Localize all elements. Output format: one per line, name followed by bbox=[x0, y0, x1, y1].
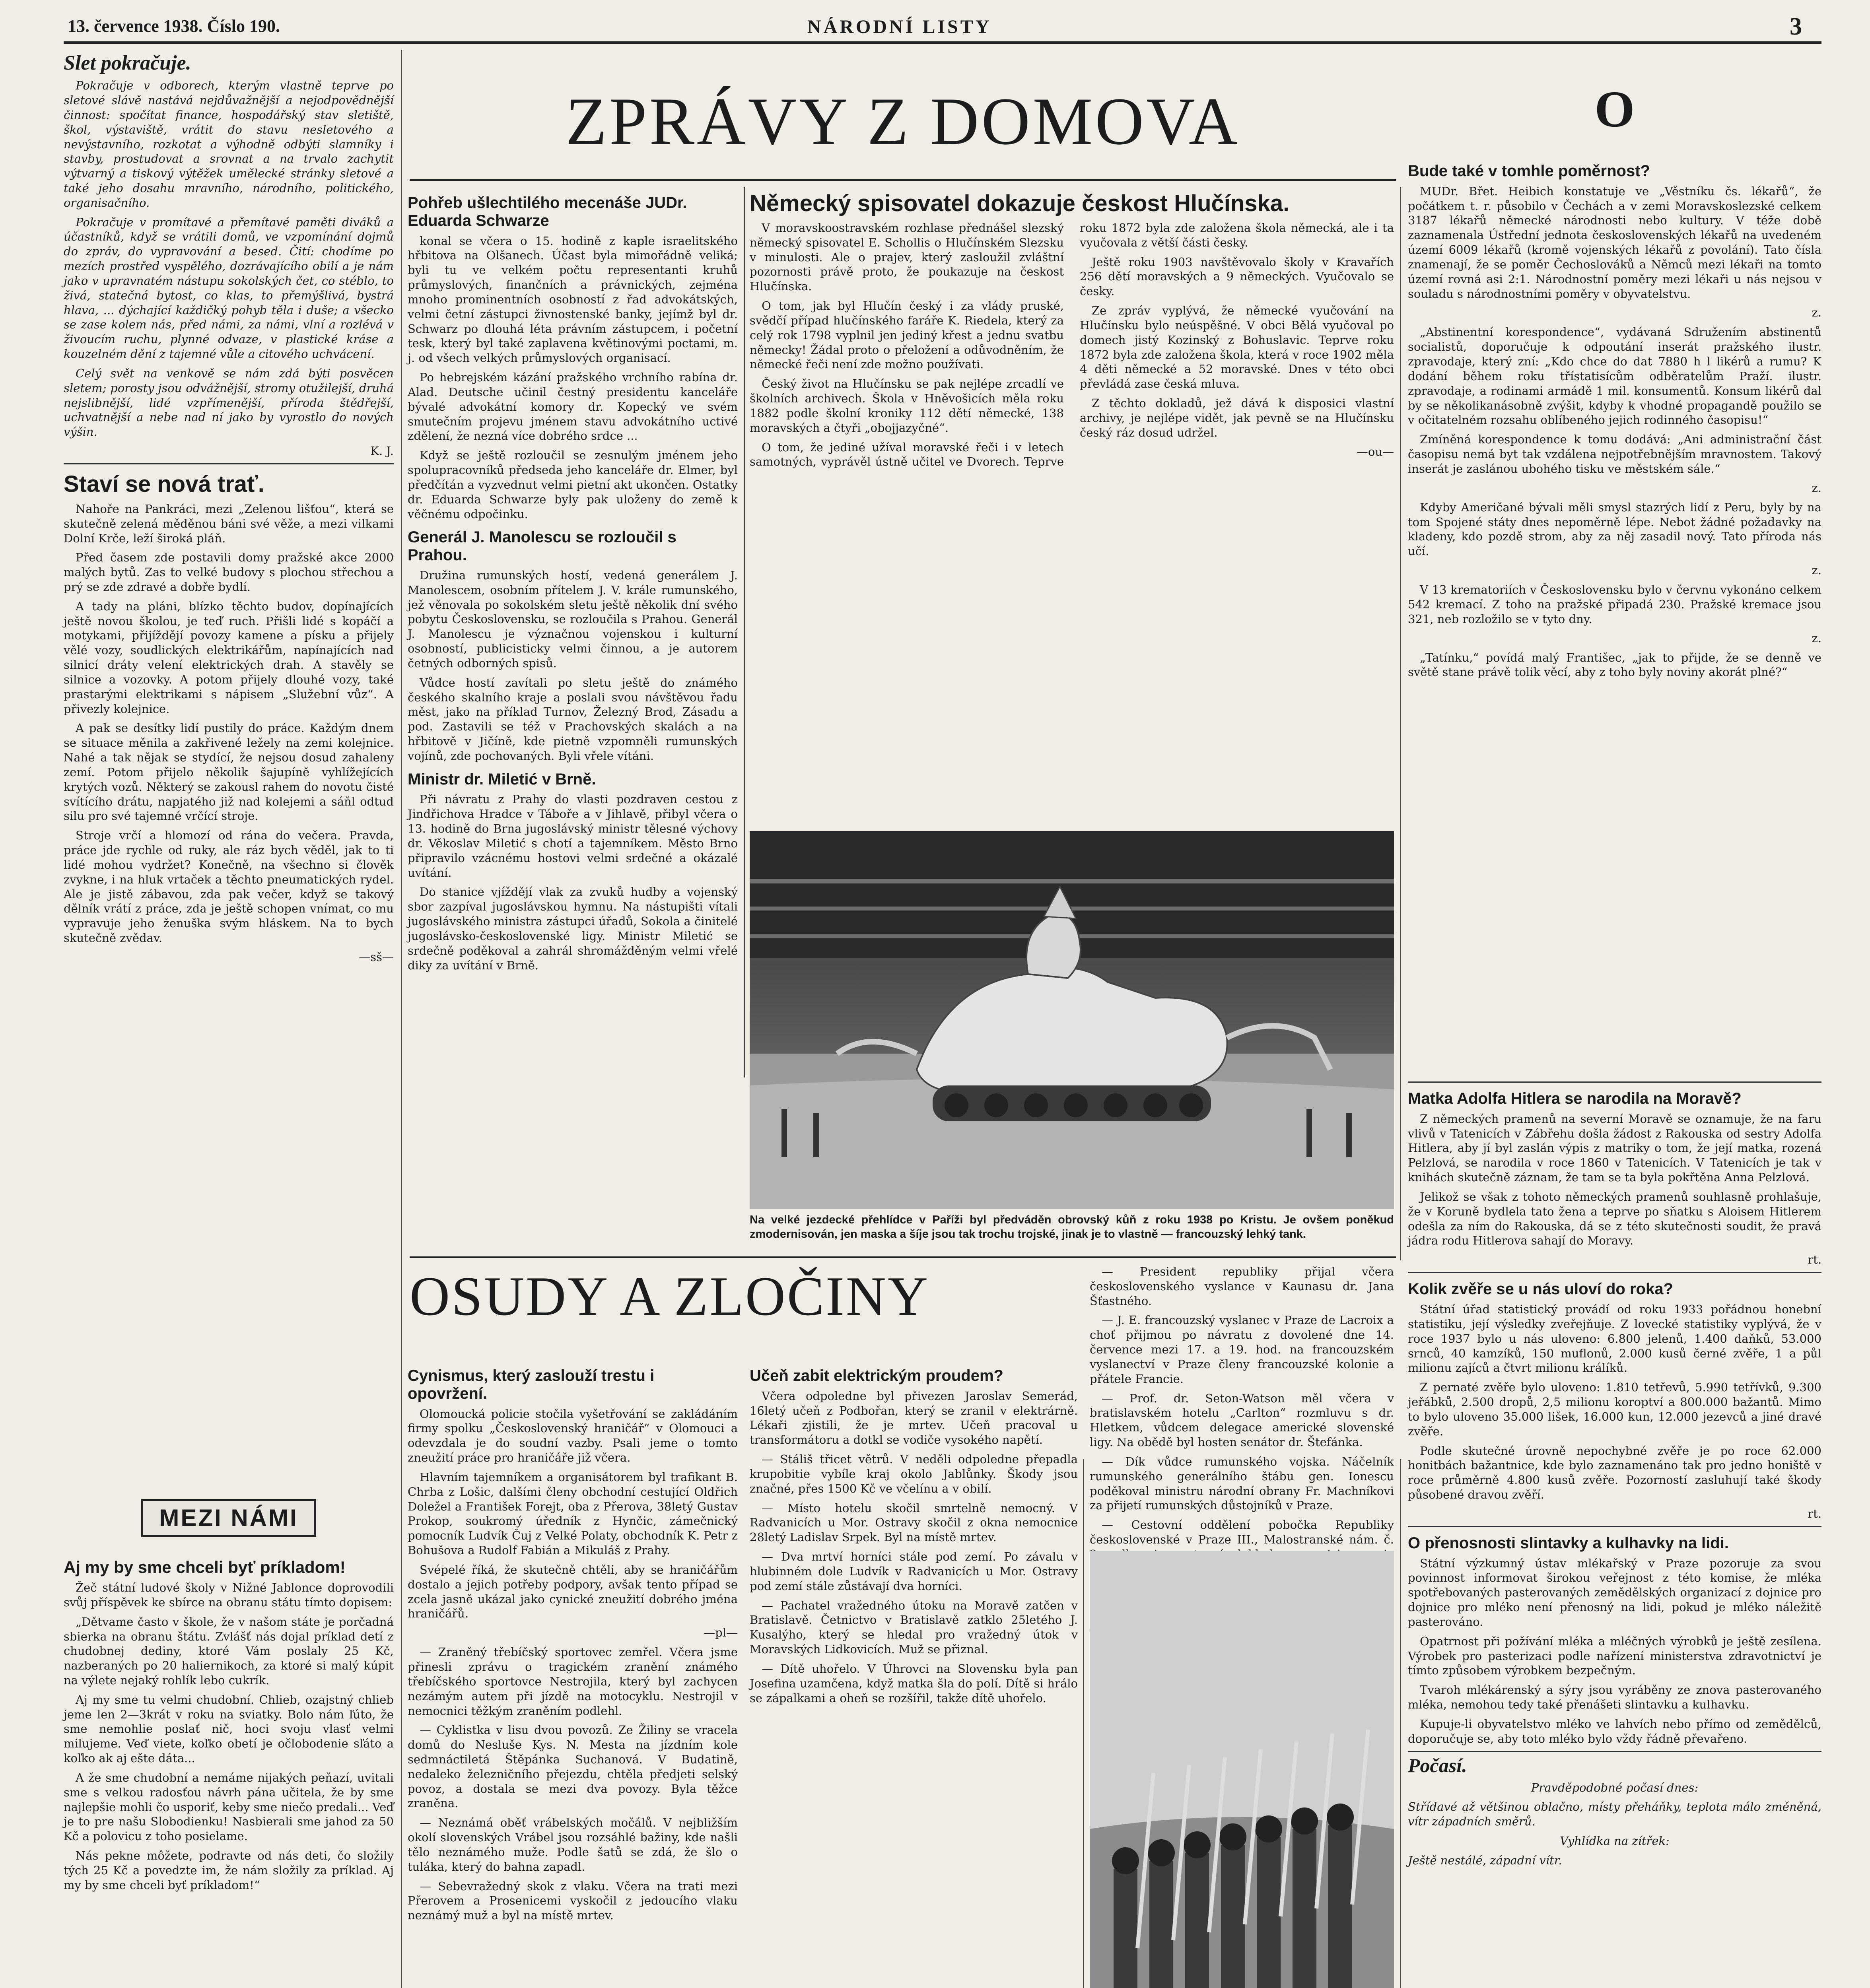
article-paragraph: Stroje vrčí a hlomozí od rána do večera. Pravda, práce jde rychle od ruky, ale ráz bych věděl, jak to ti lidé mohou vydržet? Konečně, na všechno si člověk zvykne, i na hluk vrtaček a těchto pneumatických rydel. Ale je jistě zábavou, zda pak večer, když se takový dělník vrátí z práce, zda je ještě schopen vnímat, co mu vypravuje jeho ženuška svým hláskem. Na to bych skutečně zvědav. bbox=[64, 829, 394, 945]
article-title: Ministr dr. Miletić v Brně. bbox=[408, 770, 596, 788]
article-paragraph: Z německých pramenů na severní Moravě se oznamuje, že na faru vlivů v Tatenicích v Zábřehu došla žádost z Rakouska od sestry Adolfa Hitlera, aby jí byl zaslán výpis z matriky o tom, že její matka, rozená Pelzlová, se narodila v roce 1860 v Tatenicích. V Tatenicích je tak v knihách skutečně záznam, že tam se ta byla pokřtěna Anna Pelzlová. bbox=[1408, 1112, 1821, 1184]
photo-caption: Na velké jezdecké přehlídce v Paříži byl předváděn obrovský kůň z roku 1938 po Kristu. Je ovšem poněkud zmodernisován, jen maska a šíje jsou tak trochu trojské, jinak je to vlastně — francouzský lehký tank. bbox=[750, 1213, 1394, 1241]
column-rule bbox=[1083, 1459, 1084, 1988]
article-signature: z. bbox=[1812, 631, 1821, 645]
column-right-lower bbox=[1408, 1081, 1821, 1988]
news-brief: — Neznámá oběť vrábelských močálů. V nejbližším okolí slovenských Vrábel jsou rozsáhlé bažiny, kde našli tělo neznámého muže. Podle šatů se zdá, že šlo o tuláka, který do bahna zapadl. bbox=[408, 1816, 738, 1873]
section-mezi-nami bbox=[64, 1499, 394, 1537]
article-title: O přenosnosti slintavky a kulhavky na lidi. bbox=[1408, 1534, 1729, 1552]
article-paragraph: Nahoře na Pankráci, mezi „Zelenou lišťou“, která se skutečně zelená měděnou báni své věže, a mezi vilkami Dolní Krče, leží široká pláň. bbox=[64, 502, 394, 545]
newspaper-name: NÁRODNÍ LISTY bbox=[807, 16, 992, 37]
article-title: Kolik zvěře se u nás uloví do roka? bbox=[1408, 1280, 1673, 1298]
article-paragraph: Státní výzkumný ústav mlékařský v Praze pozoruje za svou povinnost informovat širokou veřejnost z této komise, že mléka spotřebovaných pasterovaných zemědělských organizací z dojnice pro dojnice pro mléko není přenosný na lidi, pokud je mléko náležitě pasterováno. bbox=[1408, 1556, 1821, 1629]
news-brief: — Sebevražedný skok z vlaku. Včera na trati mezi Přerovem a Prosenicemi vyskočil z jedoucího vlaku neznámý muž a byl na místě mrtev. bbox=[408, 1879, 738, 1922]
article-signature: z. bbox=[1812, 481, 1821, 495]
weather-label: Vyhlídka na zítřek: bbox=[1560, 1834, 1670, 1848]
article-signature: —pl— bbox=[704, 1626, 738, 1640]
article-paragraph: A tady na pláni, blízko těchto budov, dopínajících ještě novou školou, je teď ruch. Přišli lidé s kopáčí a motykami, přijíždějí povozy kamene a písku a přijely vělé vozy, soudlických elektrikářům, napínajících nad silnicí dráty velení elektrických drah. A stavěly se silnice a vozovky. A potom přijely dlouhé vozy, také prastarými elektrikami s nápisem „Služební vůz“. A přivezly kolejnice. bbox=[64, 599, 394, 716]
column-middle-right bbox=[750, 187, 1394, 831]
column-left-lower bbox=[64, 1551, 394, 1988]
article-paragraph: Hlavním tajemníkem a organisátorem byl trafikant B. Chrba z Lošic, dalšími členy obchodní cestující Oldřich Doležel a František Forejt, oba z Přerova, 38letý Gustav Prokop, soukromý úředník z Hynčic, zámečnický pomocník Ludvík Čuj z Velké Polaty, obchodník K. Petr z Bohušova a Rudolf Fabián a Mikuláš z Prahy. bbox=[408, 1470, 738, 1557]
article-paragraph: V moravskoostravském rozhlase přednášel slezský německý spisovatel E. Schollis o Hlučínském Slezsku v minulosti. Ale o prajev, který zasloužil zvláštní pozornosti právě proto, že poukazuje na českost Hlučínska. bbox=[750, 221, 1064, 293]
article-paragraph: „Dětvame často v škole, že v našom státe je porčadná sbierka na obranu štátu. Zvlášť nás dojal príklad detí z chudobnej dediny, ktoré Vám poslaly 25 Kč, nazberaných po 20 haliernikoch, za ktoré si malý kúpit na výlete nejaký rohlík lebo cukrík. bbox=[64, 1615, 394, 1687]
column-right bbox=[1408, 155, 1821, 1070]
article-paragraph: Z těchto dokladů, jež dává k disposici vlastní archivy, je nejlépe vidět, jak pevně se na Hlučínsku český ráz dosud udržel. bbox=[1080, 396, 1394, 439]
article-paragraph: Do stanice vjíždějí vlak za zvuků hudby a vojenský sbor zazpíval jugoslávskou hymnu. Na nástupišti vítali jugoslávského ministra zástupci úřadů, Sokola a činitelé jugoslávsko-československé ligy. Ministr Miletić se srdečně poděkoval a zahrál shromážděným velmi vřelé diky za uvítání v Brně. bbox=[408, 885, 738, 972]
article-title: Aj my by sme chceli byť príkladom! bbox=[64, 1558, 346, 1576]
weather-title: Počasí. bbox=[1408, 1754, 1467, 1776]
photo-horse-tank bbox=[750, 831, 1394, 1209]
article-paragraph: Družina rumunských hostí, vedená generálem J. Manolescem, osobním přítelem J. V. krále rumunského, jež věnovala po sokolském sletu ještě několik dní svého pobytu Československu, se rozloučila s Prahou. Generál J. Manolescu je význačnou vojenskou i kulturní osobností, publicisticky velmi činnou, a je autorem četných odborných spisů. bbox=[408, 568, 738, 670]
article-paragraph: Nás pekne môžete, podravte od nás deti, čo složily tých 25 Kč a povedzte im, že nám složily za príklad. Aj my by sme chceli byť príkladom!“ bbox=[64, 1849, 394, 1892]
column-rule bbox=[1400, 187, 1401, 1260]
article-paragraph: A pak se desítky lidí pustily do práce. Každým dnem se situace měnila a zakřivené ležely na zemi kolejnice. Nahé a tak nějak se stydící, že nejsou dosud zahaleny zemí. Potom přijelo několik šajupíně vyhlížejících krytých vozů. Některý se zakousl rahem do novotu čisté svítícího drátu, napjatého již nad kolejemi a sáňl odtud silu pro své tajemné vrčící stroje. bbox=[64, 721, 394, 823]
article-paragraph: Ze zpráv vyplývá, že německé vyučování na Hlučínsku bylo neúspěšné. V obci Bělá vyučoval po domech jistý Kozinský z Bohuslavic. Teprve roku 1872 byla zde založena škola, která v roce 1902 měla 4 děti německé a 52 moravské. Dnes v této obci převládá zase česká mluva. bbox=[1080, 304, 1394, 391]
photo-wooden-rifles bbox=[1090, 1551, 1394, 1988]
article-paragraph: Po hebrejském kázání pražského vrchního rabína dr. Alad. Deutsche učinil čestný presidentu kanceláře bývalé advokátní komory dr. Kopecký ve svém smutečním projevu jménem stavu advokátního uctivé zdělení, že nezná více dobrého srdce ... bbox=[408, 371, 738, 443]
article-paragraph: „Abstinentní korespondence“, vydávaná Sdružením abstinentů socialistů, doporučuje k odpoutání inserát pražského ilustr. zpravodaje, který zní: „Kdo chce do dat 7880 h l likérů a rumu? K dodání během roku třístatisícům odběratelům Praží. ilustr. zpravodaje, a rodinami armádě 1 mil. konsumentů. Konsum likérů dal by se několikanásobně zvýšit, kdyby k vhodné propagandě použilo se v očitatelném rozsahu oblíbeného jejich rodinného časopisu!“ bbox=[1408, 325, 1821, 427]
article-paragraph: Český život na Hlučínsku se pak nejlépe zrcadlí ve školních archivech. Škola v Hněvošicích měla roku 1882 podle školní kroniky 112 dětí německé, 138 moravských a čtyři „obojjazyčné“. bbox=[750, 377, 1064, 435]
article-paragraph: Pokračuje v odborech, kterým vlastně teprve po sletové slávě nastává nejdůvažnější a nejodpovědnější činnost: spočítat finance, hospodářský stav sletiště, škol, výstaviště, vrátit do stavu nesletového a nevýstavního, rozkotat a výhodně odbýti slamníky i stavby, prostudovat a srovnat a na trvalo zachytit výtvarný a tiskový výtěžek umělecké stránky sletové a také jeho dosahu mravního, národního, politického, organisačního. bbox=[64, 79, 394, 210]
section-heading-o: O bbox=[1594, 81, 1635, 138]
divider bbox=[1408, 1081, 1821, 1083]
section-title-zpravy: ZPRÁVY Z DOMOVA bbox=[566, 84, 1240, 159]
news-brief: — Cestovní oddělení pobočka Republiky československé v Praze III., Malostranské nám. č. bbox=[1090, 1518, 1394, 1547]
divider bbox=[1408, 1751, 1821, 1752]
news-brief: — Zraněný třebíčský sportovec zemřel. Včera jsme přinesli zprávu o tragickém zranění známého třebíčského sportovce Nestrojila, který byl zachycen nezámým autem při jízdě na motocyklu. Nestrojil v nemocnici těžkým zraněním podlehl. bbox=[408, 1645, 738, 1718]
article-paragraph: Olomoucká policie stočila vyšetřování se zakládáním firmy spolku „Československý hraničář“ v Olomouci a odevzdala je do soudní vazby. Psali jeme o tomto zneužití práce pro hraničáře již včera. bbox=[408, 1407, 738, 1465]
column-osudy-1 bbox=[408, 1360, 738, 1988]
weather-forecast: Ještě nestálé, západní vítr. bbox=[1408, 1853, 1562, 1867]
article-paragraph: Kupuje-li obyvatelstvo mléko ve lahvích nebo přímo od zemědělců, doporučuje se, aby toto mléko bylo vždy řádně převařeno. bbox=[1408, 1717, 1821, 1745]
article-signature: z. bbox=[1812, 306, 1821, 320]
news-brief: — J. E. francouzský vyslanec v Praze de Lacroix a choť přijmou po návratu z dovolené dne 14. července mezi 17. a 19. hod. na francouzském vyslanectví v Praze členy francouzské kolonie a přátele Francie. bbox=[1090, 1313, 1394, 1386]
article-paragraph: Tvaroh mlékárenský a sýry jsou vyráběny ze znova pasterovaného mléka, nemohou tedy také přenášeti slintavku a kulhavku. bbox=[1408, 1683, 1821, 1712]
article-signature: —sš— bbox=[359, 950, 394, 964]
article-title: Učeň zabit elektrickým proudem? bbox=[750, 1367, 1003, 1384]
column-rule bbox=[401, 50, 402, 1988]
news-brief: — Místo hotelu skočil smrtelně nemocný. V Radvanicích u Mor. Ostravy skočil z okna nemocnice 28letý Ladislav Srpek. Byl na místě mrtev. bbox=[750, 1501, 1078, 1544]
article-paragraph: konal se včera o 15. hodině z kaple israelitského hřbitova na Olšanech. Účast byla mimořádně veliká; byli tu ve velkém počtu representanti kruhů průmyslových, finančních a právnických, zejména mnoho prominentních osobností z řad advokátských, velmi četní zástupci živnostenské banky, jejímž byl dr. Schwarz po dlouhá léta právním zástupcem, i početní tesk, který byl také zaplavena květinovými poctami, m. j. od všech velkých průmyslových organisací. bbox=[408, 234, 738, 365]
column-rule bbox=[1400, 1459, 1401, 1988]
news-brief: — Dítě uhořelo. V Úhrovci na Slovensku byla pan Josefina uzamčena, když matka šla do polí. Dítě si hrálo se zápalkami a oheň se rozšířil, takže dítě uhořelo. bbox=[750, 1662, 1078, 1705]
article-title: Slet pokračuje. bbox=[64, 52, 191, 74]
article-signature: rt. bbox=[1808, 1253, 1821, 1267]
news-brief: — Prof. dr. Seton-Watson měl včera v bratislavském hotelu „Carlton“ rozmluvu s dr. Hletkem, vůdcem delegace americké slovenské ligy. Na obědě byl hosten senátor dr. Štefánka. bbox=[1090, 1391, 1394, 1449]
article-paragraph: Aj my sme tu velmi chudobní. Chlieb, ozajstný chlieb jeme len 2—3krát v roku na sviatky. Bolo nám ľúto, že sme nemohlie poslať nič, hoci svoju vlasť velmi milujeme. Veď viete, koľko obetí je očlobodenie sľáto a koľko ak aj ešte dáta... bbox=[64, 1693, 394, 1765]
weather-label: Pravděpodobné počasí dnes: bbox=[1531, 1780, 1699, 1794]
article-title: Generál J. Manolescu se rozloučil s Prahou. bbox=[408, 528, 676, 564]
article-paragraph: O tom, jak byl Hlučín český i za vlády pruské, svědčí případ hlučínského faráře K. Riedela, který za celý rok 1798 vyplnil jen jediný křest a jednu svatbu německy! Žádal proto o přeložení a odůvodněním, že německé řeči není zde možno používati. bbox=[750, 299, 1064, 371]
article-title: Německý spisovatel dokazuje českost Hlučínska. bbox=[750, 190, 1290, 216]
article-paragraph: MUDr. Břet. Heibich konstatuje ve „Věstníku čs. lékařů“, že počátkem t. r. působilo v Čechách a v zemi Moravskoslezské celkem 3187 lékařů německé národnosti nebo kultury. V téže době zaznamenala Ústřední jednota československých lékařů na uvedeném území 6009 lékařů (kromě vojenských lékařů z povolání). Tato čísla znamenají, že se poměr Čechoslováků a Němců mezi lékaři na tomto území rovná asi 2:1. Národnostní poměry mezi lékaři u nás nejsou v souladu s národnostními poměry v obyvatelstvu. bbox=[1408, 184, 1821, 301]
article-signature: rt. bbox=[1808, 1507, 1821, 1520]
article-title: Staví se nová trať. bbox=[64, 471, 264, 497]
article-paragraph: Když se ještě rozloučil se zesnulým jménem jeho spolupracovníků předseda jeho kanceláře dr. Elmer, byl předčítán a vyzvednut velmi pietní akt ukončen. Ostatky dr. Eduarda Schwarze byly pak uloženy do země k věčnému odpočinku. bbox=[408, 448, 738, 521]
page-number: 3 bbox=[1790, 13, 1802, 40]
news-brief: — Dva mrtví horníci stále pod zemí. Po závalu v hlubinném dole Ludvík v Radvanicích u Mor. Ostravy pod zemí stále zůstávají dva horníci. bbox=[750, 1550, 1078, 1593]
article-title: Cynismus, který zaslouží trestu i opovržení. bbox=[408, 1367, 655, 1402]
article-paragraph: O tom, že jediné užíval moravské řeči i v letech samotných, vyprávěl ústně učitel ve Dvorech. Teprve roku 1872 byla zde založena škola německá, ale i ta vyučovala z větší části česky. bbox=[750, 221, 1394, 469]
article-paragraph: Podle skutečné úrovně nepochybné zvěře je po roce 62.000 honitbách bažantnice, kde bylo zaznamenáno tak pro jedno honiště v roce průměrně 4.800 kusů zvěře. Pozorností zasluhují také škody působené dravou zvěří. bbox=[1408, 1444, 1821, 1501]
photo-drawing bbox=[1090, 1551, 1394, 1988]
section-title: MEZI NÁMI bbox=[141, 1499, 316, 1537]
article-title: Pohřeb ušlechtilého mecenáše JUDr. Eduarda Schwarze bbox=[408, 194, 687, 229]
article-paragraph: Celý svět na venkově se nám zdá býti posvěcen sletem; porosty jsou odvážnější, stromy otužilejší, druhá nejslibnější, lidé vzpřímenější, příroda štědřejší, uchvatnější a nebe nad ní jako by vyrostlo do nových výšin. bbox=[64, 366, 394, 439]
header-rule bbox=[64, 41, 1821, 44]
article-paragraph: „Tatínku,“ povídá malý Františec, „jak to přijde, že se denně ve světě stane právě tolik věcí, aby z toho byly noviny akorát plné?“ bbox=[1408, 650, 1821, 679]
section-rule bbox=[410, 1256, 1396, 1258]
article-paragraph: Před časem zde postavili domy pražské akce 2000 malých bytů. Zas to velké budovy s plochou střechou a prý se zde zdravé a dobře bydlí. bbox=[64, 551, 394, 594]
article-paragraph: Pokračuje v promítavé a přemítavé paměti diváků a účastníků, když se vrátili domů, ve vzpomínání dojmů do zpráv, do vypravování a besed. Čití: chodíme po mezích prostřed vyspělého, dozrávajícího obilí a je nám jako v upravnatém nástupu sokolských čet, co stéblo, to živá, statečná bytost, co klas, to přemýšlivá, bystrá hlava, ... dýchající každičký pohyb těla i duše; a všecko se zase kolem nás, před námi, za námi, vlní a rozlévá v živoucím ruchu, plynné odvaze, v plastické kráse a kouzelném dění z tajemné vůle a citového uchvácení. bbox=[64, 215, 394, 361]
article-signature: K. J. bbox=[370, 444, 394, 458]
article-paragraph: Vůdce hostí zavítali po sletu ještě do známého českého skalního kraje a poslali svou návštěvou řadu měst, jako na příklad Turnov, Železný Brod, Zásadu a pod. Zastavili se též v Prachovských skalách a na hřbitově v Jičíně, kde pietně vzpomněli rumunských vojínů, zde pochovaných. Byli vřele vítáni. bbox=[408, 676, 738, 763]
article-paragraph: Jelikož se však z tohoto německých pramenů souhlasně prohlašuje, že v Koruně bydlela tato žena a teprve po sňatku s Aloisem Hitlerem odešla za ním do Rakouska, dá se z této skutečnosti soudit, že pravá jádra rodu Hitlerova sahají do Moravy. bbox=[1408, 1190, 1821, 1248]
article-paragraph: Včera odpoledne byl přivezen Jaroslav Semerád, 16letý učeň z Podbořan, který se zranil v elektrárně. Lékaři zjistili, že je mrtev. Učeň pracoval u transformátoru a dotkl se vodiče vysokého napětí. bbox=[750, 1389, 1078, 1447]
article-paragraph: Opatrnost při požívání mléka a mléčných výrobků je ještě zesílena. Výrobek pro pasterizaci podle nařízení ministerstva zdravotnictví je tímto způsobem výrobkem bezpečným. bbox=[1408, 1634, 1821, 1677]
article-title: Bude také v tomhle poměrnost? bbox=[1408, 162, 1650, 180]
article-paragraph: Z pernaté zvěře bylo uloveno: 1.810 tetřevů, 5.990 tetřívků, 9.300 jeřábků, 2.500 dropů, 2,5 milionu koroptví a 800.000 bažantů. Mimo to bylo uloveno 35.000 lišek, 16.000 kun, 12.000 jezevců a jiné dravé zvěře. bbox=[1408, 1380, 1821, 1438]
article-paragraph: A že sme chudobní a nemáme nijakých peňazí, uvitali sme s velkou radosťou návrh pána učitela, že by sme najlepšie mohli čo usporiť, keby sme niečo predali... Veď je to pre našu Slobodienku! Nasbierali sme jahod za 50 Kč a polovicu z toho posielame. bbox=[64, 1771, 394, 1843]
divider bbox=[1408, 1272, 1821, 1273]
column-left bbox=[64, 52, 394, 1495]
article-paragraph: Zmíněná korespondence k tomu dodává: „Ani administrační část časopisu nemá byt tak vzdálena nejpotřebnějším mravnostem. Takový inserát je zaslánou ubohého tisku ve městském sále.“ bbox=[1408, 433, 1821, 476]
news-brief: — Cyklistka v lisu dvou povozů. Ze Žiliny se vracela domů do Nesluše Kys. N. Mesta na jízdním kole sedmnáctiletá Štěpánka Suchanová. V Budatině, nedaleko železničního přejezdu, chtěla předjeti selský povoz, a dostala se mezi dva povozy. Byla těžce zraněna. bbox=[408, 1723, 738, 1810]
article-paragraph: Žeč státní ludové školy v Nižné Jablonce doprovodili svůj příspěvek ke sbírce na obranu státu tímto dopisem: bbox=[64, 1581, 394, 1609]
weather-forecast: Střídavé až většinou oblačno, místy přeháňky, teplota málo změněná, vítr západních směrů. bbox=[1408, 1800, 1821, 1829]
article-signature: z. bbox=[1812, 563, 1821, 577]
news-brief: — Stáliš třicet větrů. V neděli odpoledne přepadla krupobitie vybíle kraj okolo Jablůnky. Škody jsou značné, přes 1500 Kč ve včelínu a v obilí. bbox=[750, 1452, 1078, 1495]
article-signature: —ou— bbox=[1356, 445, 1394, 458]
column-middle-left bbox=[408, 187, 738, 1077]
column-osudy-2 bbox=[750, 1360, 1078, 1988]
photo-drawing bbox=[750, 831, 1394, 1209]
column-rule bbox=[744, 187, 745, 1077]
divider bbox=[1408, 1526, 1821, 1527]
news-brief: — Dík vůdce rumunského vojska. Náčelník rumunského generálního štábu gen. Ionescu poděkoval ministru národní obrany Fr. Machníkovi za přijetí rumunských důstojníků v Praze. bbox=[1090, 1454, 1394, 1512]
issue-date: 13. července 1938. Číslo 190. bbox=[68, 16, 280, 36]
article-paragraph: Svépelé říká, že skutečně chtěli, aby se hraničářům dostalo a jejich potřeby podpory, avšak tento případ se zcela jasně ukázal jako cynické zneužití dobrého jména hraničářů. bbox=[408, 1563, 738, 1621]
article-paragraph: Kdyby Američané bývali měli smysl stazrých lidí z Peru, byly by na tom Spojené státy dnes nepoměrně lépe. Nebot žádné požadavky na kladeny, kdo pozdě strom, aby za něj zasadil nový. Tato příroda nás učí. bbox=[1408, 500, 1821, 558]
section-title-osudy: OSUDY A ZLOČINY bbox=[410, 1266, 930, 1327]
article-paragraph: Ještě roku 1903 navštěvovalo školy v Kravařích 256 dětí moravských a 9 německých. Vyučovalo se česky. bbox=[1080, 255, 1394, 298]
news-brief: — Pachatel vražedného útoku na Moravě zatčen v Bratislavě. Četnictvo v Bratislavě zatklo 25letého J. Kusalýho, který se hledal pro vražedný útok v Moravských Lidkovicích. Muž se přiznal. bbox=[750, 1598, 1078, 1656]
article-body bbox=[750, 221, 1394, 809]
divider bbox=[64, 463, 394, 464]
article-paragraph: Při návratu z Prahy do vlasti pozdraven cestou z Jindřichova Hradce v Táboře a v Jihlavě, přibyl včera o 13. hodině do Brna jugoslávský ministr tělesné výchovy dr. Věkoslav Miletić s chotí a tajemníkem. Město Brno připravilo vzácnému hostovi velmi srdečné a okázalé uvítání. bbox=[408, 792, 738, 879]
news-brief: — President republiky přijal včera československého vyslance v Kaunasu dr. Jana Šťastného. bbox=[1090, 1265, 1394, 1308]
article-paragraph: V 13 krematoriích v Československu bylo v červnu vykonáno celkem 542 kremací. Z toho na pražské připadá 230. Pražské kremace jsou 321, neb rozložilo se v tyto dny. bbox=[1408, 583, 1821, 626]
column-osudy-3 bbox=[1090, 1264, 1394, 1547]
article-title: Matka Adolfa Hitlera se narodila na Moravě? bbox=[1408, 1090, 1742, 1107]
article-paragraph: Státní úřad statistický provádí od roku 1933 pořádnou honební statistiku, její výsledky zveřejňuje. Z lovecké statistiky vyplývá, že v roce 1937 bylo u nás uloveno: 6.800 jelenů, 1.400 daňků, 53.000 srnců, 40 kamzíků, 150 muflonů, 2.000 kusů černé zvěře, 1 a půl milionu zajíců a čtvrt milionu králíků. bbox=[1408, 1303, 1821, 1375]
section-rule bbox=[410, 179, 1396, 181]
